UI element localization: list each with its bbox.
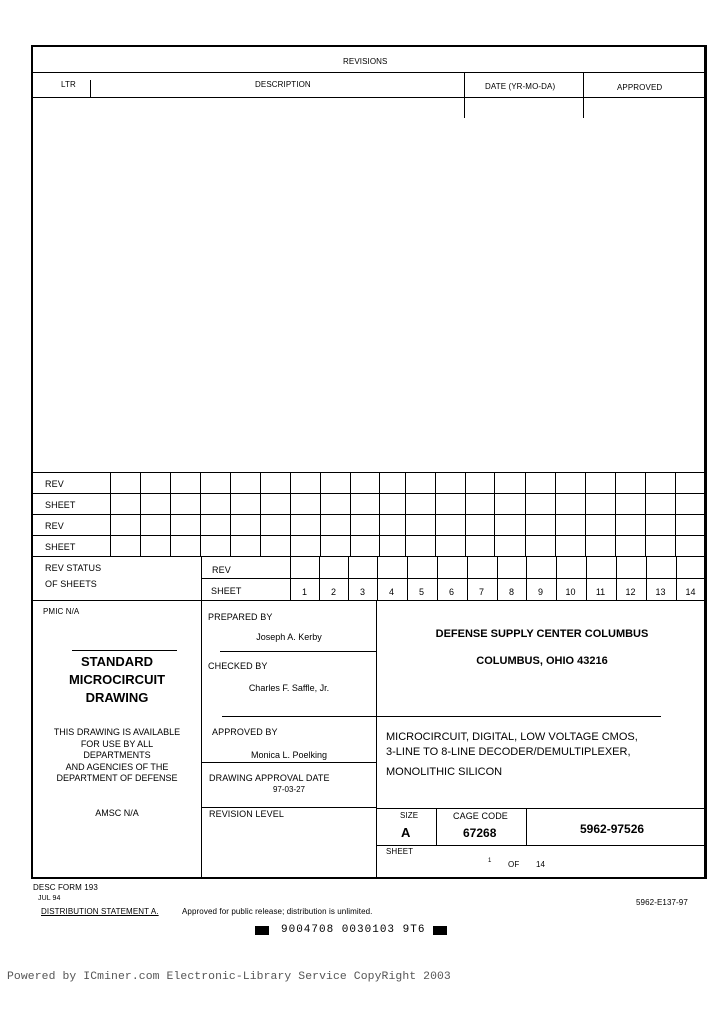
drawing-type-title bbox=[33, 653, 201, 707]
document-code: 5962-E137-97 bbox=[636, 898, 688, 907]
grid-line bbox=[230, 472, 231, 556]
size-value: A bbox=[401, 825, 411, 840]
grid-line bbox=[435, 472, 436, 556]
approval-date-value: 97-03-27 bbox=[272, 785, 306, 794]
sheet-of-label: OF bbox=[508, 860, 520, 869]
revisions-col-sep-1 bbox=[90, 80, 91, 98]
form-date: JUL 94 bbox=[38, 895, 61, 902]
description-line-3: MONOLITHIC SILICON bbox=[386, 766, 503, 778]
checked-by-name: Charles F. Saffle, Jr. bbox=[248, 683, 330, 693]
grid-line bbox=[675, 472, 676, 556]
grid-line bbox=[465, 472, 466, 556]
grid-line bbox=[350, 472, 351, 556]
availability-statement: THIS DRAWING IS AVAILABLE FOR USE BY ALL DEPARTMENTS AND AGENCIES OF THE DEPARTMENT OF DEFENSE bbox=[53, 727, 181, 783]
grid-line bbox=[555, 472, 556, 556]
col-description-header: DESCRIPTION bbox=[255, 80, 311, 89]
grid-row-label-sheet-1: SHEET bbox=[45, 500, 76, 510]
sheet-total: 14 bbox=[536, 860, 546, 869]
grid-line bbox=[585, 472, 586, 556]
description-line-2: 3-LINE TO 8-LINE DECODER/DEMULTIPLEXER, bbox=[386, 746, 631, 758]
prepared-by-label: PREPARED BY bbox=[208, 612, 273, 622]
revision-level-label: REVISION LEVEL bbox=[209, 809, 284, 819]
grid-line bbox=[525, 472, 526, 556]
sheet-divider bbox=[377, 845, 705, 846]
grid-line bbox=[33, 514, 705, 515]
grid-line bbox=[201, 578, 705, 579]
grid-line bbox=[33, 556, 705, 557]
size-label: SIZE bbox=[400, 811, 419, 820]
sheet-number-9: 9 bbox=[537, 587, 543, 597]
sheet-number-7: 7 bbox=[478, 587, 484, 597]
revisions-header-line bbox=[33, 97, 705, 98]
sheet-number-1: 1 bbox=[301, 587, 307, 597]
status-rev-label: REV bbox=[212, 565, 231, 575]
title-block-top-line bbox=[33, 600, 705, 601]
checked-by-label: CHECKED BY bbox=[208, 661, 268, 671]
drawing-number: 5962-97526 bbox=[580, 822, 645, 836]
sheet-number-14: 14 bbox=[685, 587, 696, 597]
grid-line bbox=[110, 472, 111, 556]
grid-row-label-rev-2: REV bbox=[45, 521, 64, 531]
size-divider bbox=[436, 808, 437, 845]
title-line-2: MICROCIRCUIT bbox=[68, 672, 166, 687]
amsc-label: AMSC N/A bbox=[95, 808, 139, 818]
grid-line bbox=[260, 472, 261, 556]
barcode-line bbox=[255, 924, 447, 936]
grid-line bbox=[290, 472, 291, 556]
revisions-divider bbox=[33, 72, 705, 73]
sheet-number-11: 11 bbox=[595, 587, 606, 597]
sheet-number-5: 5 bbox=[418, 587, 424, 597]
description-line-1: MICROCIRCUIT, DIGITAL, LOW VOLTAGE CMOS, bbox=[386, 731, 638, 743]
sheet-current: 1 bbox=[488, 858, 492, 864]
distribution-statement-text: Approved for public release; distribution is unlimited. bbox=[182, 907, 373, 916]
title-line-1: STANDARD bbox=[81, 654, 153, 669]
approved-divider bbox=[202, 762, 376, 763]
approved-by-name: Monica L. Poelking bbox=[250, 750, 328, 760]
grid-line bbox=[170, 472, 171, 556]
sheet-number-10: 10 bbox=[565, 587, 576, 597]
agency-name: DEFENSE SUPPLY CENTER COLUMBUS bbox=[435, 628, 649, 640]
barcode-text: 9004708 0030103 9T6 bbox=[281, 924, 426, 936]
checked-divider bbox=[222, 716, 376, 717]
distribution-statement-label: DISTRIBUTION STATEMENT A. bbox=[41, 907, 159, 916]
revisions-title: REVISIONS bbox=[343, 57, 388, 66]
of-sheets-label: OF SHEETS bbox=[45, 579, 97, 589]
prepared-divider bbox=[220, 651, 376, 652]
sheet-number-6: 6 bbox=[448, 587, 454, 597]
revisions-col-sep-3 bbox=[583, 72, 584, 118]
drawing-description bbox=[386, 730, 638, 780]
title-line-3: DRAWING bbox=[85, 690, 149, 705]
sheet-number-13: 13 bbox=[655, 587, 666, 597]
grid-line bbox=[200, 472, 201, 556]
cage-code-value: 67268 bbox=[463, 826, 497, 840]
prepared-by-name: Joseph A. Kerby bbox=[256, 632, 322, 642]
form-number: DESC FORM 193 bbox=[33, 883, 98, 892]
drawing-info-top-line bbox=[377, 808, 705, 809]
barcode-block-right-icon bbox=[433, 926, 447, 935]
grid-row-label-sheet-2: SHEET bbox=[45, 542, 76, 552]
sheet-number-4: 4 bbox=[388, 587, 394, 597]
rev-status-label: REV STATUS bbox=[45, 563, 102, 573]
revisions-col-sep-2 bbox=[464, 72, 465, 118]
grid-line bbox=[33, 493, 705, 494]
cage-code-label: CAGE CODE bbox=[453, 811, 508, 821]
sheet-number-8: 8 bbox=[508, 587, 514, 597]
approved-by-label: APPROVED BY bbox=[212, 727, 278, 737]
col-approved-header: APPROVED bbox=[617, 83, 663, 92]
pmic-divider bbox=[72, 650, 177, 651]
approval-date-divider bbox=[202, 807, 376, 808]
grid-line bbox=[494, 472, 495, 556]
grid-line bbox=[645, 472, 646, 556]
grid-line bbox=[33, 472, 705, 473]
pmic-label: PMIC N/A bbox=[43, 607, 80, 616]
barcode-block-left-icon bbox=[255, 926, 269, 935]
powered-by-notice: Powered by ICminer.com Electronic-Library Service CopyRight 2003 bbox=[7, 971, 451, 983]
sheet-number-3: 3 bbox=[359, 587, 365, 597]
agency-divider bbox=[377, 716, 661, 717]
grid-line bbox=[201, 556, 202, 600]
status-sheet-label: SHEET bbox=[211, 586, 242, 596]
sheet-label: SHEET bbox=[386, 847, 414, 856]
grid-line bbox=[615, 472, 616, 556]
col-date-header: DATE (YR-MO-DA) bbox=[485, 82, 556, 91]
grid-line bbox=[405, 472, 406, 556]
sheet-number-12: 12 bbox=[625, 587, 636, 597]
grid-line bbox=[140, 472, 141, 556]
grid-line bbox=[320, 472, 321, 556]
col-ltr-header: LTR bbox=[61, 80, 76, 89]
signature-panel-divider bbox=[376, 600, 377, 879]
sheet-number-2: 2 bbox=[330, 587, 336, 597]
grid-row-label-rev-1: REV bbox=[45, 479, 64, 489]
grid-line bbox=[33, 535, 705, 536]
grid-line bbox=[379, 472, 380, 556]
cage-divider bbox=[526, 808, 527, 845]
agency-address: COLUMBUS, OHIO 43216 bbox=[476, 655, 608, 667]
approval-date-label: DRAWING APPROVAL DATE bbox=[209, 773, 330, 783]
